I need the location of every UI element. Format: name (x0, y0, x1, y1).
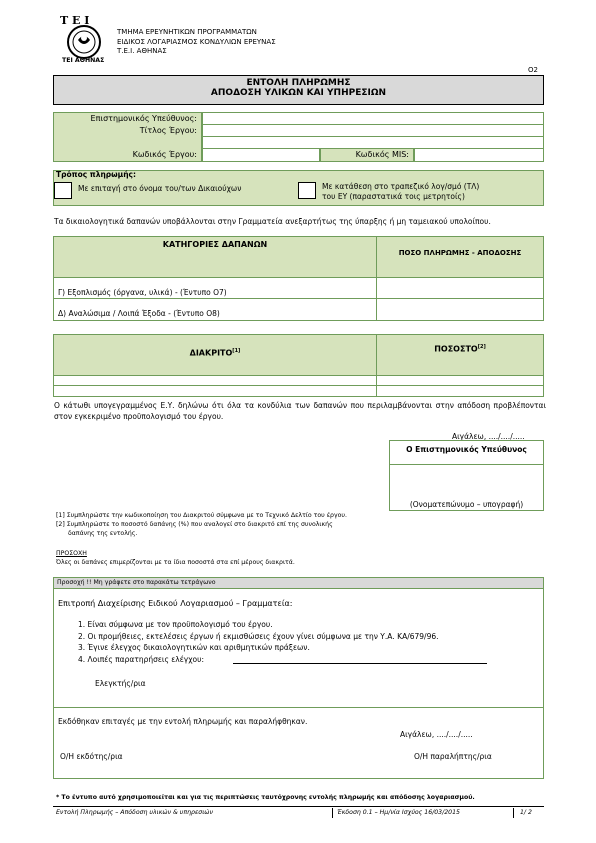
split-discrete-sup: [1] (232, 348, 241, 354)
form-code: Ο2 (528, 66, 538, 74)
footnotes (56, 511, 347, 538)
expenses-amount-header (376, 236, 544, 278)
office-use-header (53, 577, 544, 589)
attention-block (56, 549, 295, 567)
mis-code-field[interactable] (414, 148, 544, 162)
footer-separator-2 (513, 808, 514, 818)
split-discrete-text: ΔΙΑΚΡΙΤΟ (189, 348, 233, 358)
auditor-label: Ελεγκτής/ρια (95, 679, 146, 688)
split-discrete-title (54, 348, 376, 358)
scientific-lead-label: Επιστημονικός Υπεύθυνος: (90, 114, 197, 123)
signature-title-cell (390, 441, 543, 465)
org-line-2: ΕΙΔΙΚΟΣ ΛΟΓΑΡΙΑΣΜΟΣ ΚΟΝΔΥΛΙΩΝ ΕΡΕΥΝΑΣ (117, 37, 276, 46)
intro-text: Τα δικαιολογητικά δαπανών υποβάλλονται στην Γραμματεία ανεξαρτήτως της ύπαρξης ή μη ταμειακού υπολοίπου. (54, 217, 491, 226)
project-title-label: Τίτλος Έργου: (139, 126, 197, 135)
declaration-text: Ο κάτωθι υπογεγραμμένος Ε.Υ. δηλώνω ότι όλα τα κονδύλια των δαπανών που περιλαμβάνονται στην απόδοση προβλέπονται στον εγκεκριμένο προϋπολογισμό του έργου. (54, 401, 546, 421)
signature-place-date: Αιγάλεω, ..../..../..... (452, 432, 525, 441)
title-line-2: ΑΠΟΔΟΣΗ ΥΛΙΚΩΝ ΚΑΙ ΥΠΗΡΕΣΙΩΝ (210, 88, 387, 98)
signature-box[interactable] (389, 440, 544, 511)
logo-text-top: Τ Ε Ι (60, 14, 90, 27)
expense-equipment-label: Γ) Εξοπλισμός (όργανα, υλικά) - (Έντυπο Ο7) (58, 288, 227, 297)
receiver-label: Ο/Η παραλήπτης/ρια (414, 752, 492, 761)
org-line-1: ΤΜΗΜΑ ΕΡΕΥΝΗΤΙΚΩΝ ΠΡΟΓΡΑΜΜΑΤΩΝ (117, 28, 257, 36)
checklist (78, 619, 439, 665)
split-percent-text: ΠΟΣΟΣΤΟ (434, 344, 478, 354)
split-discrete-field-2[interactable] (53, 385, 377, 397)
expenses-category-title: ΚΑΤΗΓΟΡΙΕΣ ΔΑΠΑΝΩΝ (162, 240, 268, 249)
expense-row-consumables (53, 298, 377, 321)
payment-cheque-label: Με επιταγή στο όνομα του/των Δικαιούχων (78, 184, 242, 193)
expenses-amount-title: ΠΟΣΟ ΠΛΗΡΩΜΗΣ - ΑΠΟΔΟΣΗΣ (398, 249, 522, 257)
footer-page: 1/ 2 (520, 809, 532, 816)
info-labels (53, 113, 197, 161)
payment-cheque-checkbox[interactable] (54, 182, 72, 199)
split-discrete-header (53, 334, 377, 376)
form-footnote: * Το έντυπο αυτό χρησιμοποιείται και για τις περιπτώσεις ταυτόχρονης εντολής πληρωμής και απόδοσης λογαριασμού. (56, 794, 475, 801)
signature-title: Ο Επιστημονικός Υπεύθυνος (406, 445, 527, 454)
footer-middle: Έκδοση 0.1 – Ημ/νία Ισχύος 16/03/2015 (337, 809, 460, 816)
split-percent-field-2[interactable] (376, 385, 544, 397)
org-line-3: Τ.Ε.Ι. ΑΘΗΝΑΣ (117, 47, 167, 55)
payment-deposit-checkbox[interactable] (298, 182, 316, 199)
payment-deposit-line-1: Με κατάθεση στο τραπεζικό λογ/σμό (ΤΛ) (322, 182, 480, 191)
expenses-category-header (53, 236, 377, 278)
payment-deposit-line-2: του ΕΥ (παραστατικά τοις μετρητοίς) (322, 192, 465, 201)
split-percent-sup: [2] (477, 344, 486, 350)
attention-label: ΠΡΟΣΟΧΗ (56, 550, 87, 557)
office-divider (53, 707, 544, 708)
title-line-1: ΕΝΤΟΛΗ ΠΛΗΡΩΜΗΣ (246, 78, 351, 88)
mis-code-label: Κωδικός MIS: (355, 150, 409, 159)
organization-block (117, 28, 276, 57)
payment-method-label: Τρόπος πληρωμής: (56, 170, 136, 179)
committee-label: Επιτροπή Διαχείρισης Ειδικού Λογαριασμού – Γραμματεία: (58, 599, 293, 608)
signature-caption: (Ονοματεπώνυμο – υπογραφή) (409, 500, 524, 509)
payment-deposit-label (322, 182, 479, 202)
footer-left: Εντολή Πληρωμής – Απόδοση υλικών & υπηρεσιών (56, 809, 213, 816)
expense-consumables-amount-field[interactable] (376, 298, 544, 321)
split-percent-title (377, 344, 543, 354)
remarks-line[interactable] (233, 663, 487, 664)
footer-separator-1 (332, 808, 333, 818)
attention-text: Όλες οι δαπάνες επιμερίζονται με τα ίδια ποσοστά στα επί μέρους διακριτά. (56, 559, 295, 566)
note-2b: δαπάνης της εντολής. (68, 530, 138, 537)
note-1: [1] Συμπληρώστε την κωδικοποίηση του Διακριτού σύμφωνα με το Τεχνικό Δελτίο του έργου. (56, 512, 347, 519)
cheques-issued-text: Εκδόθηκαν επιταγές με την εντολή πληρωμής και παραλήφθηκαν. (58, 717, 308, 726)
expense-equipment-amount-field[interactable] (376, 277, 544, 299)
mis-label-box (320, 148, 414, 162)
checklist-item-1: 1. Είναι σύμφωνα με τον προϋπολογισμό του έργου. (78, 620, 273, 629)
project-code-label: Κωδικός Έργου: (132, 150, 197, 159)
office-use-warning: Προσοχή !! Μη γράφετε στο παρακάτω τετράγωνο (57, 579, 216, 586)
project-code-field[interactable] (202, 148, 320, 162)
checklist-item-4: 4. Λοιπές παρατηρήσεις ελέγχου: (78, 654, 205, 664)
spacer (53, 137, 197, 149)
checklist-item-2: 2. Οι προμήθειες, εκτελέσεις έργων ή εκμισθώσεις έχουν γίνει σύμφωνα με την Υ.Α. ΚΑ/679/96. (78, 631, 439, 641)
logo-caption: ΤΕΙ ΑΘΗΝΑΣ (62, 57, 105, 64)
note-2a: [2] Συμπληρώστε το ποσοστό δαπάνης (%) που αναλογεί στο διακριτό επί της συνολικής (56, 521, 333, 528)
issuer-label: Ο/Η εκδότης/ρια (60, 752, 123, 761)
expense-consumables-label: Δ) Αναλώσιμα / Λοιπά Έξοδα - (Έντυπο Ο8) (58, 309, 220, 318)
expense-row-equipment (53, 277, 377, 299)
form-title (53, 75, 544, 105)
footer-rule (53, 806, 544, 807)
office-place-date: Αιγάλεω, ..../..../..... (400, 730, 473, 739)
split-percent-header (376, 334, 544, 376)
checklist-item-3: 3. Έγινε έλεγχος δικαιολογητικών και αριθμητικών πράξεων. (78, 643, 310, 652)
